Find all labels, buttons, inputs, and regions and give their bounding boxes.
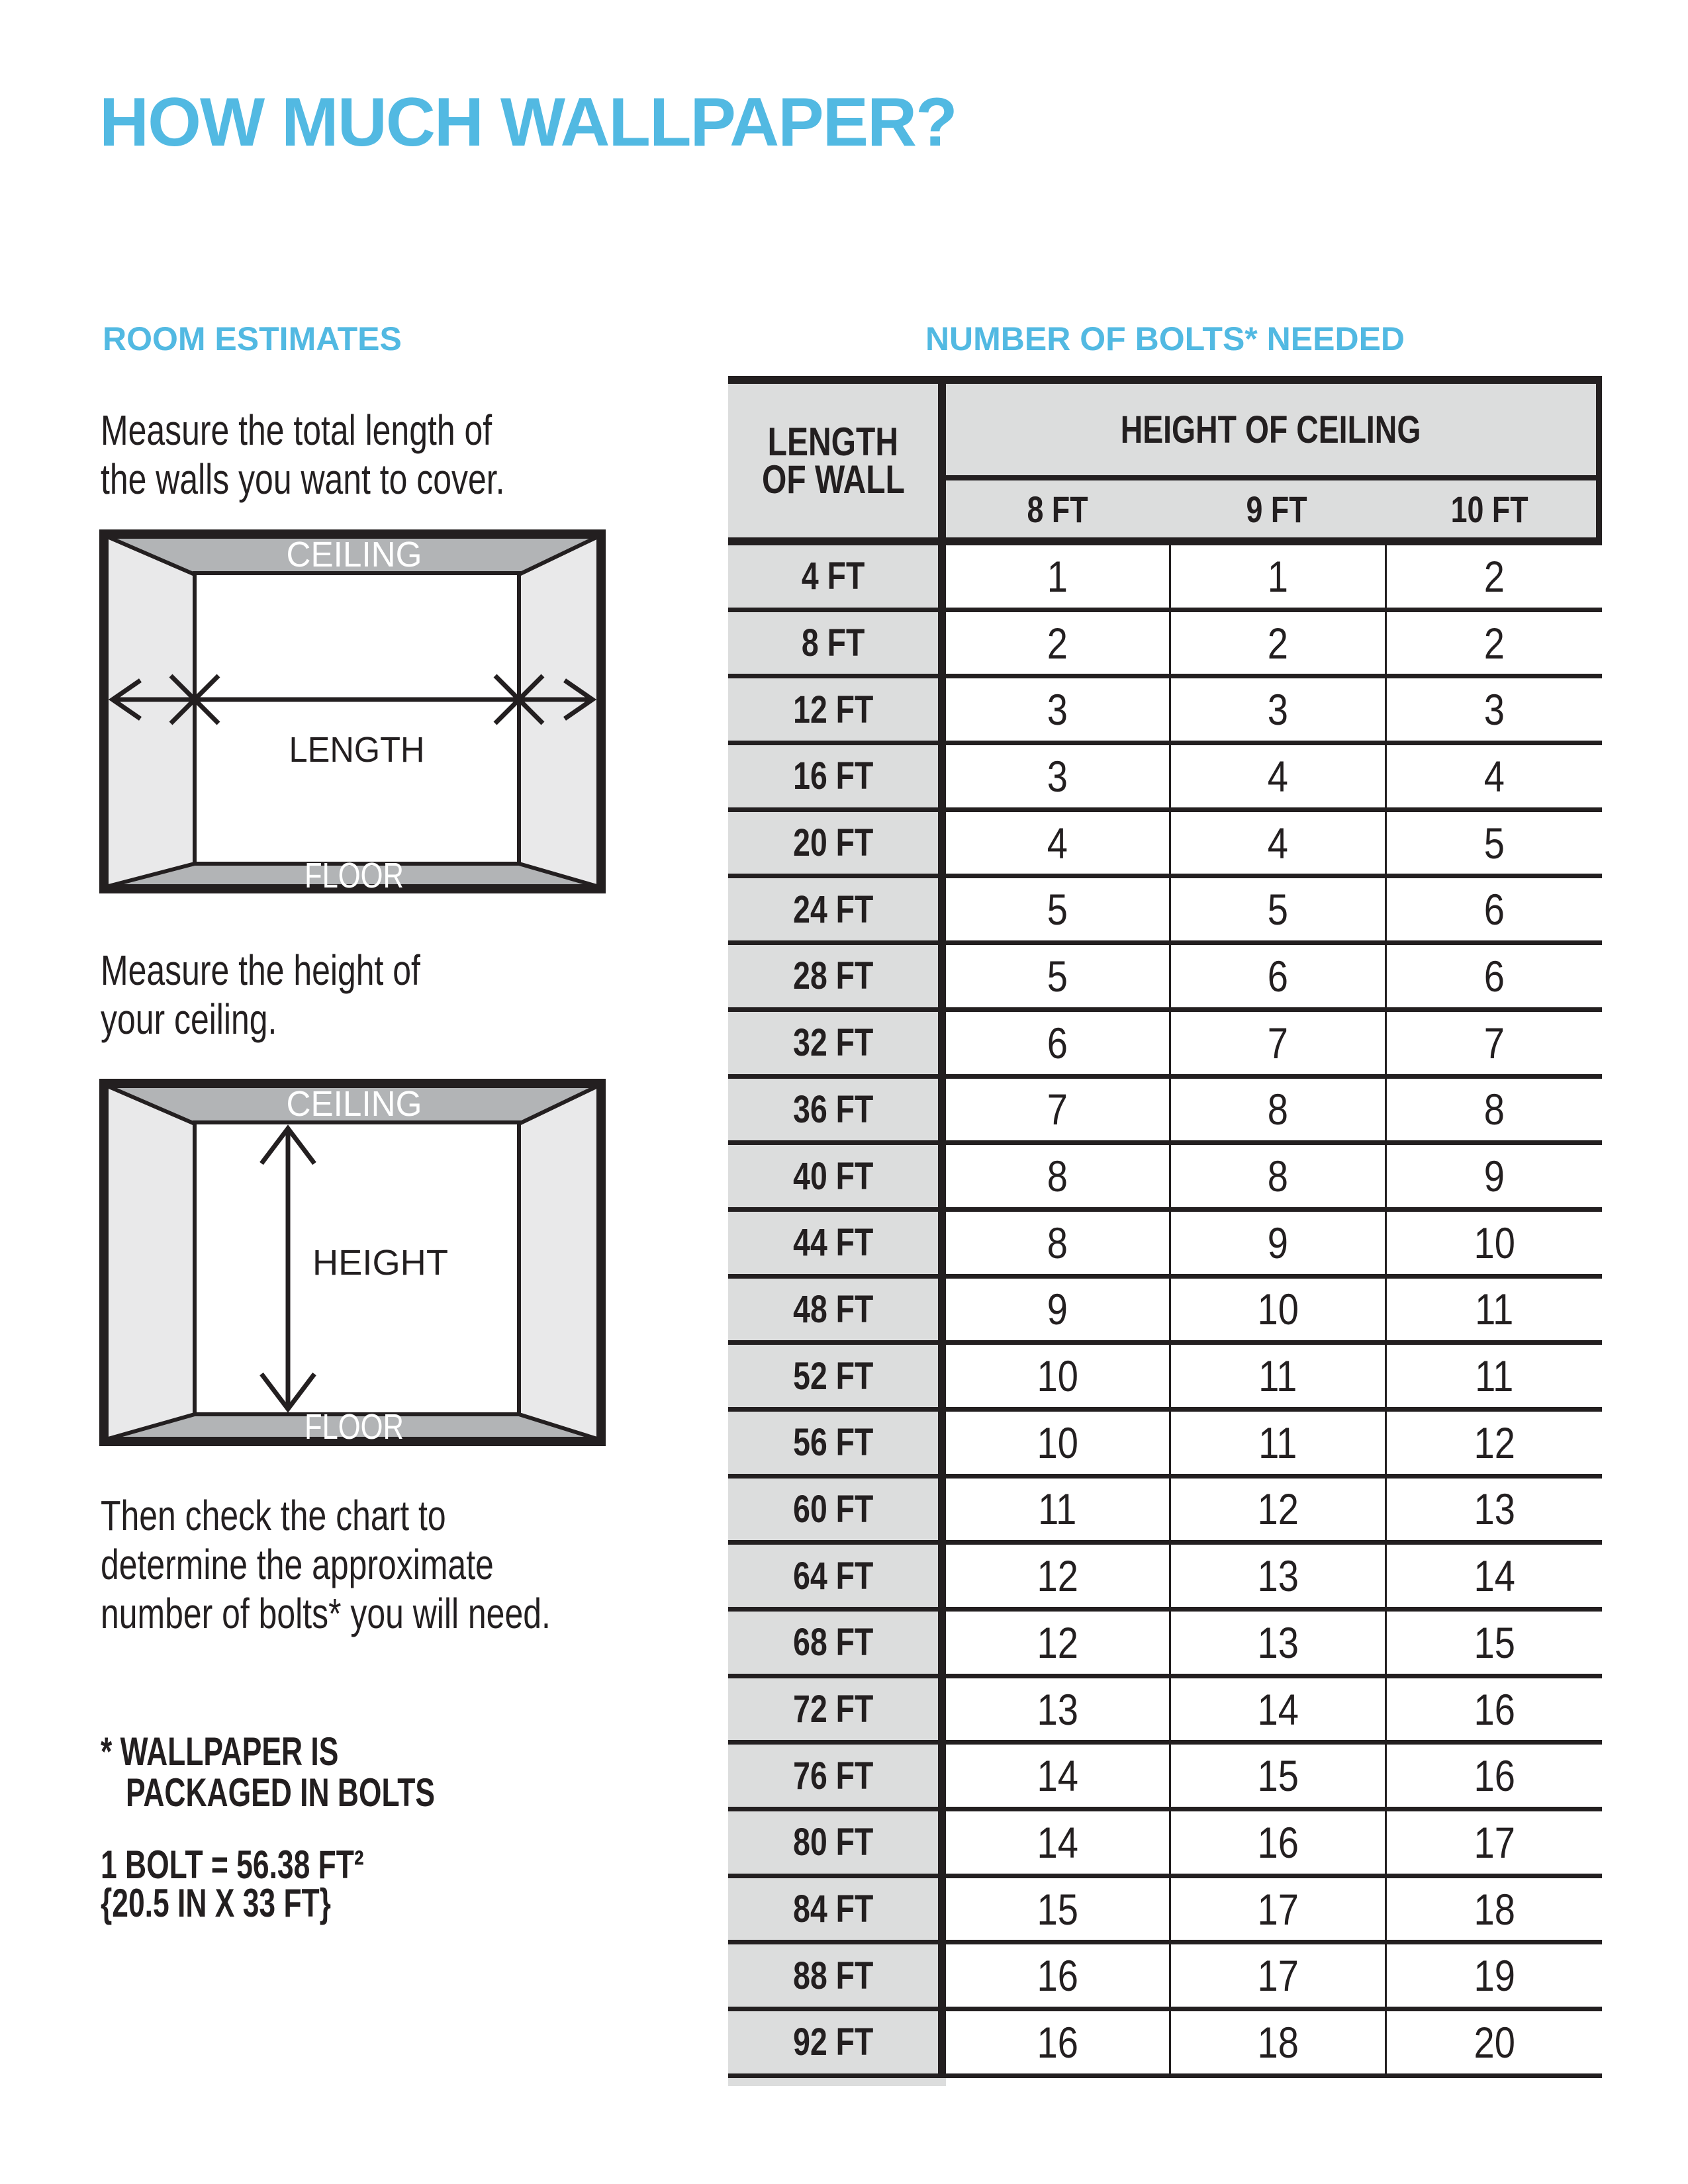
bolt-count-cell: 15 — [1385, 1612, 1602, 1674]
table-row — [728, 612, 1602, 679]
measure-length-paragraph — [101, 406, 619, 504]
bolt-spec-line: {20.5 IN X 33 FT} — [101, 1881, 331, 1925]
bolt-count-cell: 3 — [946, 678, 1169, 741]
bolt-count-cell: 1 — [1169, 545, 1385, 608]
bolt-count-cell: 6 — [1385, 945, 1602, 1007]
bolt-count-cell: 17 — [1169, 1944, 1385, 2007]
bolt-count-cell: 9 — [946, 1279, 1169, 1341]
paragraph-line: Measure the total length of — [101, 406, 492, 454]
floor-label: FLOOR — [305, 856, 404, 893]
wall-length-label: 48 FT — [728, 1279, 946, 1341]
bolt-count-cell: 17 — [1385, 1811, 1602, 1874]
table-row — [728, 1678, 1602, 1745]
bolt-count-cell: 16 — [946, 2011, 1169, 2073]
table-row — [728, 1479, 1602, 1545]
bolt-count-cell: 6 — [946, 1012, 1169, 1074]
wall-length-label: 92 FT — [728, 2011, 946, 2073]
bolt-count-cell: 9 — [1385, 1145, 1602, 1207]
table-row — [728, 1279, 1602, 1345]
bolt-count-cell: 11 — [1385, 1345, 1602, 1407]
bolt-count-cell: 11 — [1169, 1345, 1385, 1407]
bolt-count-cell: 10 — [1169, 1279, 1385, 1341]
ceiling-label: CEILING — [286, 535, 422, 574]
wall-length-label: 60 FT — [728, 1479, 946, 1541]
bolt-count-cell: 9 — [1169, 1212, 1385, 1274]
bolt-count-cell: 7 — [1385, 1012, 1602, 1074]
bolt-spec-line: 1 BOLT = 56.38 FT² — [101, 1843, 364, 1887]
header-bottom-rule — [728, 537, 1602, 545]
table-row — [728, 1079, 1602, 1146]
wall-length-label: 40 FT — [728, 1145, 946, 1207]
floor-label: FLOOR — [305, 1407, 404, 1446]
table-row — [728, 878, 1602, 945]
table-row — [728, 745, 1602, 812]
room-estimates-heading: ROOM ESTIMATES — [103, 320, 402, 357]
bolt-count-cell: 4 — [1169, 745, 1385, 807]
length-label: LENGTH — [289, 730, 425, 770]
bolt-count-cell: 16 — [1385, 1745, 1602, 1807]
table-footer-tab — [728, 2078, 946, 2086]
footnote-line: PACKAGED IN BOLTS — [126, 1770, 436, 1815]
table-row — [728, 1212, 1602, 1279]
bolt-count-cell: 2 — [1385, 612, 1602, 674]
bolt-count-cell: 8 — [946, 1212, 1169, 1274]
bolt-count-cell: 16 — [1169, 1811, 1385, 1874]
column-group-label: HEIGHT OF CEILING — [1121, 408, 1421, 451]
wall-length-label: 32 FT — [728, 1012, 946, 1074]
bolt-count-cell: 2 — [1169, 612, 1385, 674]
bolt-count-cell: 8 — [1169, 1145, 1385, 1207]
table-row — [728, 1145, 1602, 1212]
header-line: LENGTH — [767, 420, 899, 464]
wall-length-label: 28 FT — [728, 945, 946, 1007]
wall-length-label: 88 FT — [728, 1944, 946, 2007]
bolt-count-cell: 18 — [1169, 2011, 1385, 2073]
column-header-9ft: 9 FT — [1246, 488, 1308, 530]
paragraph-line: determine the approximate — [101, 1541, 494, 1588]
column-header-8ft: 8 FT — [1027, 488, 1088, 530]
column-header-10ft: 10 FT — [1450, 488, 1528, 530]
table-row — [728, 1811, 1602, 1878]
height-label: HEIGHT — [312, 1243, 448, 1283]
bolt-count-cell: 11 — [1385, 1279, 1602, 1341]
wall-length-label: 24 FT — [728, 878, 946, 940]
bolt-count-cell: 1 — [946, 545, 1169, 608]
bolt-count-cell: 17 — [1169, 1878, 1385, 1940]
bolts-footnote — [101, 1731, 543, 1813]
left-wall — [106, 1085, 195, 1439]
table-row — [728, 1012, 1602, 1079]
bolt-count-cell: 10 — [946, 1345, 1169, 1407]
bolt-count-cell: 18 — [1385, 1878, 1602, 1940]
bolt-count-cell: 3 — [1385, 678, 1602, 741]
table-rows — [728, 545, 1602, 2078]
paragraph-line: number of bolts* you will need. — [101, 1590, 551, 1637]
bolt-count-cell: 13 — [946, 1678, 1169, 1741]
length-of-wall-header — [728, 384, 946, 537]
table-row — [728, 1345, 1602, 1412]
back-wall — [195, 573, 519, 864]
bolt-count-cell: 2 — [1385, 545, 1602, 608]
bolt-count-cell: 20 — [1385, 2011, 1602, 2073]
height-of-ceiling-header — [946, 384, 1602, 537]
bolt-count-cell: 14 — [1385, 1545, 1602, 1607]
bolt-count-cell: 4 — [1385, 745, 1602, 807]
footnote-line: * WALLPAPER IS — [101, 1729, 339, 1774]
bolt-count-cell: 2 — [946, 612, 1169, 674]
bolt-size-spec — [101, 1843, 456, 1925]
bolt-count-cell: 14 — [1169, 1678, 1385, 1741]
bolts-needed-table — [728, 376, 1602, 2086]
table-row — [728, 1878, 1602, 1945]
wall-length-label: 68 FT — [728, 1612, 946, 1674]
check-chart-paragraph — [101, 1491, 678, 1638]
ceiling-height-columns — [946, 480, 1596, 537]
bolt-count-cell: 13 — [1169, 1612, 1385, 1674]
table-row — [728, 1944, 1602, 2011]
table-top-rule — [728, 376, 1602, 384]
wall-length-label: 20 FT — [728, 812, 946, 874]
bolt-count-cell: 5 — [946, 878, 1169, 940]
table-row — [728, 678, 1602, 745]
table-row — [728, 2011, 1602, 2078]
right-wall — [519, 1085, 599, 1439]
room-height-diagram — [99, 1079, 606, 1446]
wall-length-label: 12 FT — [728, 678, 946, 741]
bolt-count-cell: 6 — [1385, 878, 1602, 940]
wall-length-label: 16 FT — [728, 745, 946, 807]
bolt-count-cell: 7 — [946, 1079, 1169, 1141]
page-title: HOW MUCH WALLPAPER? — [99, 84, 957, 161]
paragraph-line: Then check the chart to — [101, 1492, 446, 1539]
bolt-count-cell: 16 — [946, 1944, 1169, 2007]
bolt-count-cell: 12 — [946, 1545, 1169, 1607]
header-divider-rule — [946, 475, 1596, 480]
bolt-count-cell: 16 — [1385, 1678, 1602, 1741]
table-row — [728, 1745, 1602, 1811]
bolt-count-cell: 10 — [946, 1412, 1169, 1474]
bolt-count-cell: 8 — [1385, 1079, 1602, 1141]
bolt-count-cell: 11 — [1169, 1412, 1385, 1474]
table-row — [728, 1545, 1602, 1612]
bolt-count-cell: 6 — [1169, 945, 1385, 1007]
paragraph-line: your ceiling. — [101, 995, 277, 1043]
bolt-count-cell: 15 — [946, 1878, 1169, 1940]
bolt-count-cell: 8 — [946, 1145, 1169, 1207]
bolt-count-cell: 12 — [1385, 1412, 1602, 1474]
table-row — [728, 812, 1602, 879]
paragraph-line: the walls you want to cover. — [101, 455, 505, 503]
room-length-diagram — [99, 529, 606, 893]
bolt-count-cell: 12 — [1169, 1479, 1385, 1541]
bolt-count-cell: 5 — [1169, 878, 1385, 940]
bolt-count-cell: 5 — [1385, 812, 1602, 874]
bolt-count-cell: 12 — [946, 1612, 1169, 1674]
table-row — [728, 1612, 1602, 1678]
ceiling-label: CEILING — [286, 1084, 422, 1124]
paragraph-line: Measure the height of — [101, 946, 420, 994]
wall-length-label: 64 FT — [728, 1545, 946, 1607]
wall-length-label: 4 FT — [728, 545, 946, 608]
table-row — [728, 945, 1602, 1012]
measure-height-paragraph — [101, 946, 510, 1044]
bolt-count-cell: 5 — [946, 945, 1169, 1007]
wall-length-label: 36 FT — [728, 1079, 946, 1141]
bolt-count-cell: 4 — [946, 812, 1169, 874]
bolt-count-cell: 3 — [1169, 678, 1385, 741]
bolt-count-cell: 13 — [1169, 1545, 1385, 1607]
bolt-count-cell: 11 — [946, 1479, 1169, 1541]
bolt-count-cell: 10 — [1385, 1212, 1602, 1274]
bolt-count-cell: 4 — [1169, 812, 1385, 874]
bolt-count-cell: 14 — [946, 1745, 1169, 1807]
wall-length-label: 56 FT — [728, 1412, 946, 1474]
wall-length-label: 52 FT — [728, 1345, 946, 1407]
table-row — [728, 1412, 1602, 1479]
bolt-count-cell: 3 — [946, 745, 1169, 807]
wall-length-label: 80 FT — [728, 1811, 946, 1874]
wall-length-label: 76 FT — [728, 1745, 946, 1807]
bolt-count-cell: 8 — [1169, 1079, 1385, 1141]
wall-length-label: 72 FT — [728, 1678, 946, 1741]
bolt-count-cell: 19 — [1385, 1944, 1602, 2007]
table-header — [728, 384, 1602, 537]
wall-length-label: 8 FT — [728, 612, 946, 674]
wall-length-label: 44 FT — [728, 1212, 946, 1274]
bolt-count-cell: 13 — [1385, 1479, 1602, 1541]
bolts-needed-heading: NUMBER OF BOLTS* NEEDED — [925, 320, 1405, 357]
bolt-count-cell: 14 — [946, 1811, 1169, 1874]
bolt-count-cell: 15 — [1169, 1745, 1385, 1807]
bolt-count-cell: 7 — [1169, 1012, 1385, 1074]
wall-length-label: 84 FT — [728, 1878, 946, 1940]
header-line: OF WALL — [761, 457, 905, 502]
table-row — [728, 545, 1602, 612]
